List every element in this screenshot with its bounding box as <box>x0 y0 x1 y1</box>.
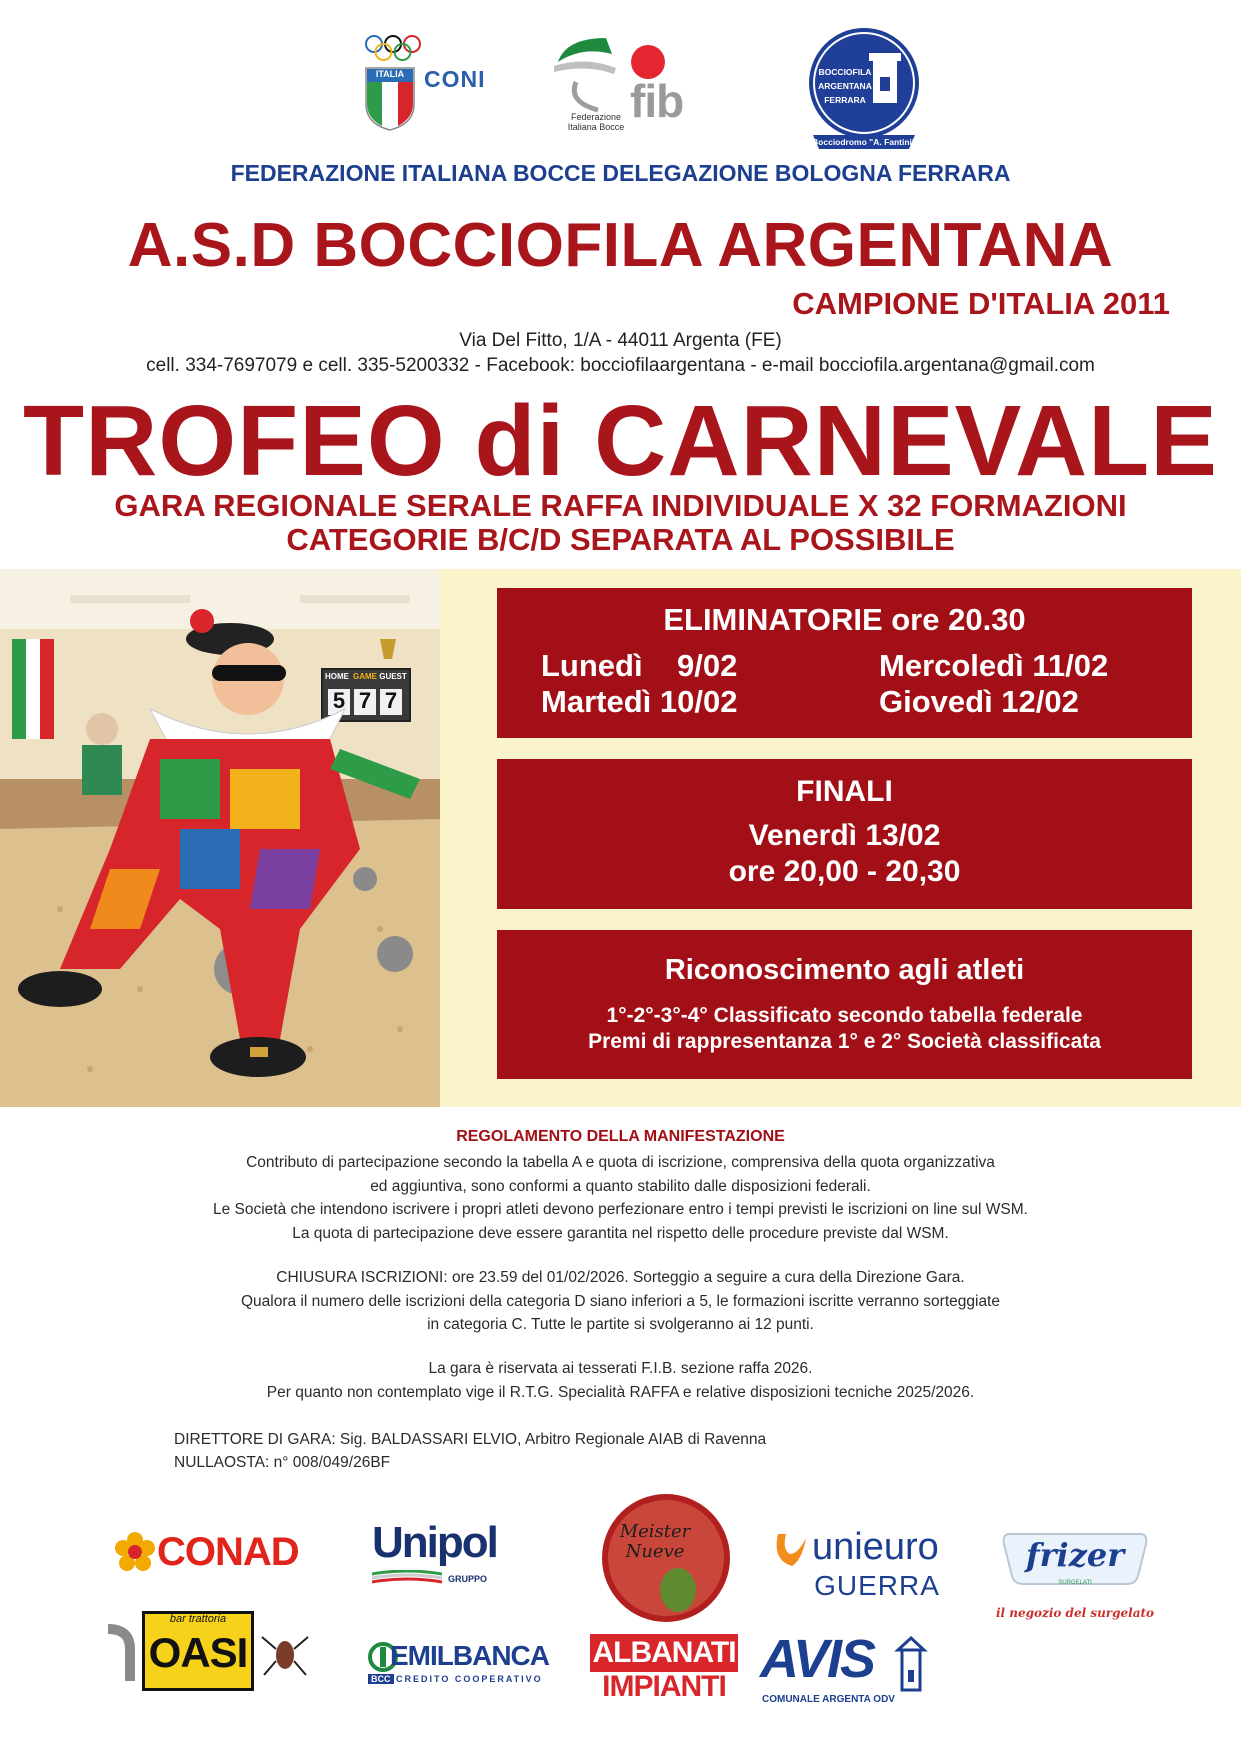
frizer-text: frizer <box>1025 1536 1125 1574</box>
avis-text: AVIS <box>760 1629 875 1689</box>
finali-date: Venerdì 13/02 <box>748 819 941 852</box>
olympic-rings-icon <box>364 34 424 62</box>
unipol-subtext: GRUPPO <box>448 1574 488 1584</box>
meister-logo <box>600 1492 733 1625</box>
club-badge-line2: ARGENTANA <box>818 81 872 91</box>
scoreboard-guest-label: GUEST <box>379 672 407 681</box>
unipol-text: Unipol <box>372 1518 497 1567</box>
unipol-tricolor-icon <box>372 1570 442 1584</box>
regolamento-paragraph-3 <box>0 1357 1241 1404</box>
club-badge-line3: FERRARA <box>824 95 866 105</box>
regolamento-p1-line: ed aggiuntiva, sono conformi a quanto stabilito dalle disposizioni federali. <box>370 1177 871 1195</box>
club-logo <box>803 25 925 153</box>
regolamento-paragraph-2 <box>0 1266 1241 1337</box>
oasi-top-text: bar trattoria <box>169 1613 227 1625</box>
riconoscimento-line1: 1°-2°-3°-4° Classificato secondo tabella federale <box>606 1004 1083 1027</box>
scoreboard-digit-1: 5 <box>332 688 346 713</box>
unieuro-text: unieuro <box>812 1526 939 1568</box>
avis-logo <box>760 1629 930 1710</box>
eliminatorie-title: ELIMINATORIE ore 20.30 <box>663 602 1026 637</box>
mosquito-icon <box>260 1625 310 1685</box>
conad-logo <box>115 1528 300 1578</box>
regolamento-p1-line: Le Società che intendono iscrivere i propri atleti devono perfezionare entro i tempi previsti le iscrizioni on line sul WSM. <box>212 1201 1028 1218</box>
emilbanca-text: EMILBANCA <box>390 1640 549 1671</box>
club-ribbon: Bocciodromo "A. Fantini" <box>812 137 916 147</box>
oasi-text: OASI <box>148 1629 248 1676</box>
finali-title: FINALI <box>796 775 893 808</box>
club-address: Via Del Fitto, 1/A - 44011 Argenta (FE) <box>459 330 782 351</box>
scoreboard-home-label: HOME <box>325 672 349 681</box>
coni-badge-text: ITALIA <box>375 69 405 79</box>
regolamento-p2-line: Qualora il numero delle iscrizioni della categoria D siano inferiori a 5, le formazioni iscritte verranno sorteggiate <box>240 1292 1000 1310</box>
unieuro-logo <box>772 1526 962 1602</box>
coni-text: CONI <box>424 66 486 92</box>
albanati-text-2: IMPIANTI <box>602 1670 726 1703</box>
albanati-logo <box>590 1634 738 1706</box>
harlequin-illustration <box>0 569 440 1107</box>
riconoscimento-box <box>497 930 1192 1079</box>
conad-text: CONAD <box>157 1530 299 1574</box>
albanati-text-1: ALBANATI <box>590 1634 738 1672</box>
club-contacts: cell. 334-7697079 e cell. 335-5200332 - Facebook: bocciofilaargentana - e-mail bocciofila.argentana@gmail.com <box>146 355 1095 376</box>
regolamento-paragraph-1 <box>0 1151 1241 1245</box>
eliminatorie-day-2: Martedì 10/02 <box>541 684 738 719</box>
eliminatorie-day-3: Mercoledì 11/02 <box>879 648 1109 683</box>
meister-text: Meister Nueve <box>619 1521 691 1562</box>
emilbanca-subtext: CREDITO COOPERATIVO <box>396 1674 543 1684</box>
tower-icon <box>894 1636 928 1692</box>
finali-box <box>497 759 1192 909</box>
unieuro-swoosh-icon <box>772 1530 808 1570</box>
fib-caption-line1: Federazione <box>570 112 622 122</box>
event-subtitle-line1: GARA REGIONALE SERALE RAFFA INDIVIDUALE X 32 FORMAZIONI <box>114 488 1127 523</box>
eliminatorie-day-4: Giovedì 12/02 <box>879 684 1079 719</box>
eliminatorie-box <box>497 588 1192 738</box>
riconoscimento-line2: Premi di rappresentanza 1° e 2° Società classificata <box>588 1030 1101 1053</box>
emilbanca-bcc: BCC <box>368 1674 394 1684</box>
eliminatorie-day-1: Lunedì 9/02 <box>541 648 738 683</box>
regolamento-p3-line: Per quanto non contemplato vige il R.T.G. Specialità RAFFA e relative disposizioni tecniche 2025/2026. <box>266 1383 975 1401</box>
direttore-di-gara: DIRETTORE DI GARA: Sig. BALDASSARI ELVIO, Arbitro Regionale AIAB di Ravenna <box>174 1431 767 1448</box>
event-title: TROFEO di CARNEVALE <box>23 385 1218 497</box>
regolamento-p1-line: La quota di partecipazione deve essere garantita nel rispetto delle procedure previste dal WSM. <box>292 1224 949 1242</box>
riconoscimento-title: Riconoscimento agli atleti <box>664 954 1025 986</box>
regolamento-p2-line: CHIUSURA ISCRIZIONI: ore 23.59 del 01/02/2026. Sorteggio a seguire a cura della Direzione Gara. <box>276 1269 965 1286</box>
coni-logo <box>360 34 500 134</box>
club-name: A.S.D BOCCIOFILA ARGENTANA <box>127 211 1114 280</box>
fib-caption-line2: Italiana Bocce <box>567 122 625 132</box>
finali-time: ore 20,00 - 20,30 <box>728 855 961 888</box>
scoreboard-digit-3: 7 <box>384 688 398 713</box>
unipol-logo <box>372 1518 512 1590</box>
champion-subtitle: CAMPIONE D'ITALIA 2011 <box>792 286 1170 321</box>
emilbanca-logo <box>368 1640 550 1690</box>
club-badge-line1: BOCCIOFILA <box>818 67 872 77</box>
regolamento-p2-line: in categoria C. Tutte le partite si svolgeranno ai 12 punti. <box>427 1316 814 1333</box>
unieuro-subtext: GUERRA <box>814 1570 940 1601</box>
frizer-subtext: il negozio del surgelato <box>995 1606 1155 1620</box>
scoreboard-digit-2: 7 <box>358 688 372 713</box>
frizer-badge-text: SURGELATI <box>1058 1580 1092 1586</box>
event-subtitle-line2: CATEGORIE B/C/D SEPARATA AL POSSIBILE <box>286 522 955 557</box>
regolamento-p3-line: La gara è riservata ai tesserati F.I.B. sezione raffa 2026. <box>428 1360 813 1377</box>
conad-flower-icon <box>115 1532 155 1572</box>
fib-text: fib <box>630 75 684 127</box>
federation-heading: FEDERAZIONE ITALIANA BOCCE DELEGAZIONE BOLOGNA FERRARA <box>230 160 1011 186</box>
scoreboard-game-label: GAME <box>353 672 377 681</box>
frizer-logo <box>995 1530 1162 1630</box>
regolamento-p1-line: Contributo di partecipazione secondo la tabella A e quota di iscrizione, comprensiva della quota organizzativa <box>246 1154 995 1171</box>
oasi-logo <box>100 1605 315 1697</box>
fib-logo <box>546 32 706 138</box>
regolamento-title: REGOLAMENTO DELLA MANIFESTAZIONE <box>456 1128 785 1145</box>
nullaosta: NULLAOSTA: n° 008/049/26BF <box>174 1454 391 1471</box>
faucet-icon <box>100 1619 140 1689</box>
avis-subtext: COMUNALE ARGENTA ODV <box>762 1694 895 1705</box>
